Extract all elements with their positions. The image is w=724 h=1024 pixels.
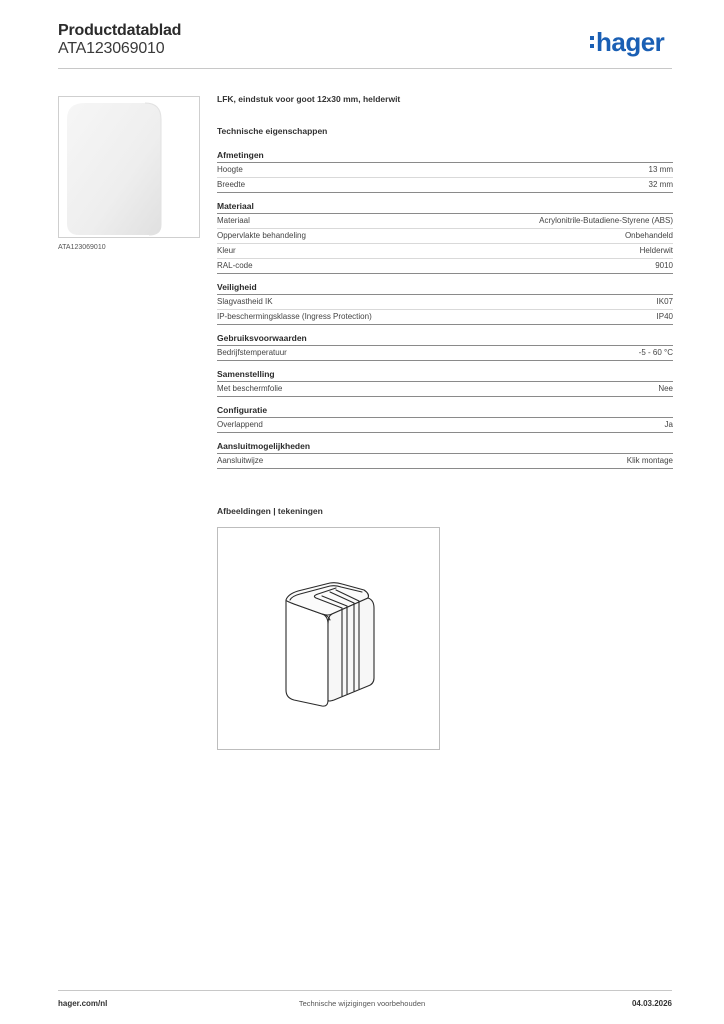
spec-group-title: Materiaal — [217, 201, 673, 214]
footer-date: 04.03.2026 — [631, 999, 672, 1008]
spec-row — [217, 259, 673, 274]
spec-value: IP40 — [656, 312, 673, 321]
spec-group-title: Gebruiksvoorwaarden — [217, 333, 673, 346]
spec-value: Klik montage — [626, 456, 673, 465]
product-code: ATA123069010 — [58, 40, 165, 57]
product-description: LFK, eindstuk voor goot 12x30 mm, helderwit — [217, 94, 401, 104]
spec-rows — [217, 418, 673, 433]
spec-row — [217, 346, 673, 361]
spec-label: Oppervlakte behandeling — [217, 231, 306, 240]
spec-group-title: Aansluitmogelijkheden — [217, 441, 673, 454]
spec-label: Hoogte — [217, 165, 243, 174]
spec-value: Onbehandeld — [624, 231, 673, 240]
logo-dots-icon — [590, 36, 594, 48]
spec-label: Slagvastheid IK — [217, 297, 273, 306]
spec-row — [217, 295, 673, 310]
spec-rows — [217, 454, 673, 469]
spec-group — [217, 150, 673, 193]
spec-value: Ja — [664, 420, 673, 429]
spec-rows — [217, 346, 673, 361]
spec-value: 9010 — [655, 261, 673, 270]
spec-group — [217, 201, 673, 274]
spec-group — [217, 333, 673, 361]
spec-group-title: Configuratie — [217, 405, 673, 418]
end-cap-drawing-icon — [218, 528, 439, 749]
spec-group-title: Afmetingen — [217, 150, 673, 163]
spec-row — [217, 454, 673, 469]
spec-label: Overlappend — [217, 420, 263, 429]
spec-value: IK07 — [656, 297, 673, 306]
drawings-title: Afbeeldingen | tekeningen — [217, 506, 323, 516]
product-photo — [58, 96, 200, 238]
spec-rows — [217, 214, 673, 274]
spec-group — [217, 369, 673, 397]
spec-row — [217, 178, 673, 193]
end-cap-photo-icon — [59, 97, 199, 237]
spec-label: Breedte — [217, 180, 246, 189]
spec-row — [217, 310, 673, 325]
spec-label: RAL-code — [217, 261, 253, 270]
spec-value: Nee — [658, 384, 673, 393]
drawing-frame — [217, 527, 440, 750]
spec-value: Acrylonitrile-Butadiene-Styrene (ABS) — [539, 216, 673, 225]
spec-value: Helderwit — [639, 246, 673, 255]
spec-row — [217, 244, 673, 259]
photo-caption: ATA123069010 — [58, 244, 106, 251]
header-divider — [58, 68, 672, 69]
spec-groups — [217, 150, 673, 469]
hager-logo — [590, 28, 664, 56]
spec-label: IP-beschermingsklasse (Ingress Protection) — [217, 312, 372, 321]
spec-value: 13 mm — [648, 165, 673, 174]
spec-rows — [217, 295, 673, 325]
spec-row — [217, 382, 673, 397]
spec-value: -5 - 60 °C — [638, 348, 673, 357]
spec-value: 32 mm — [648, 180, 673, 189]
spec-row — [217, 163, 673, 178]
footer-divider — [58, 990, 672, 991]
spec-group — [217, 405, 673, 433]
spec-row — [217, 229, 673, 244]
footer-notice: Technische wijzigingen voorbehouden — [298, 999, 426, 1008]
spec-group-title: Veiligheid — [217, 282, 673, 295]
spec-group-title: Samenstelling — [217, 369, 673, 382]
spec-row — [217, 214, 673, 229]
technical-properties-title: Technische eigenschappen — [217, 126, 328, 136]
spec-label: Aansluitwijze — [217, 456, 264, 465]
spec-rows — [217, 163, 673, 193]
spec-group — [217, 441, 673, 469]
spec-label: Materiaal — [217, 216, 250, 225]
logo-wordmark: hager — [596, 27, 665, 57]
spec-label: Bedrijfstemperatuur — [217, 348, 287, 357]
specifications — [217, 94, 673, 477]
spec-group — [217, 282, 673, 325]
spec-label: Kleur — [217, 246, 236, 255]
footer-website-link[interactable]: hager.com/nl — [58, 999, 108, 1008]
spec-row — [217, 418, 673, 433]
document-title: Productdatablad — [58, 22, 182, 39]
spec-label: Met beschermfolie — [217, 384, 283, 393]
spec-rows — [217, 382, 673, 397]
